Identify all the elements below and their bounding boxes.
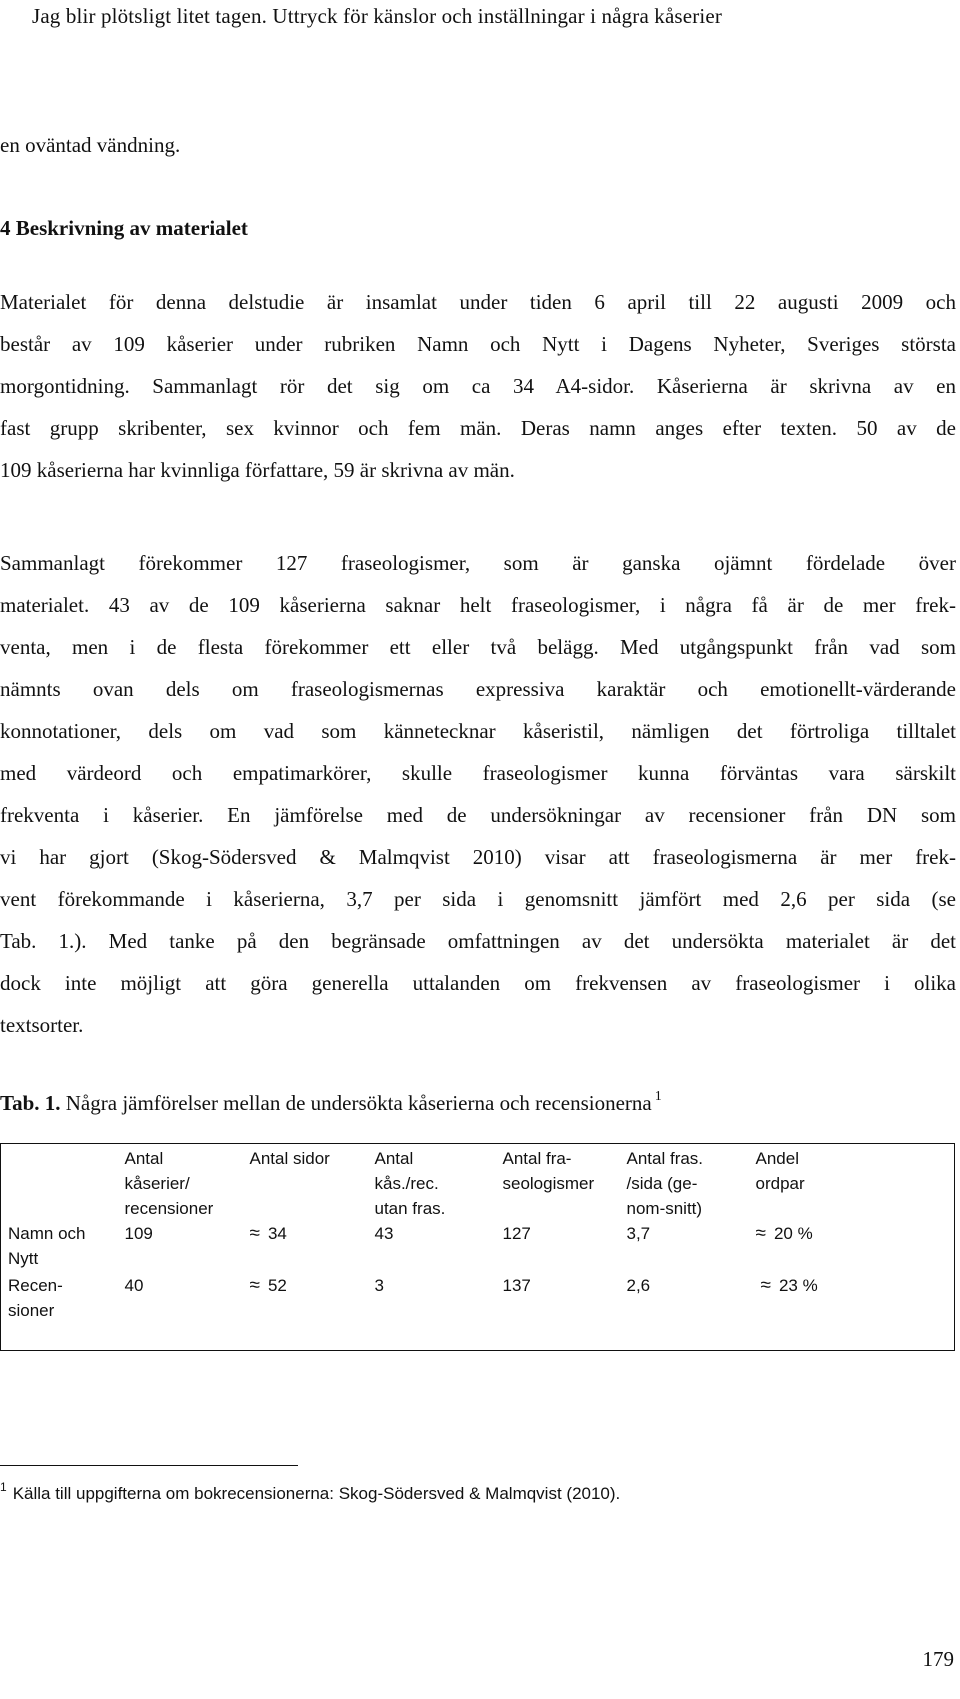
header-line: recensioner bbox=[124, 1199, 214, 1218]
footnote-text: Källa till uppgifterna om bokrecensionerna: Skog-Södersved & Malmqvist (2010). bbox=[12, 1484, 621, 1503]
table-caption-label: Tab. 1. bbox=[0, 1091, 61, 1115]
cell-pages bbox=[243, 1271, 368, 1351]
header-line: ordpar bbox=[755, 1174, 805, 1193]
cell-phraseologisms: 127 bbox=[502, 1224, 531, 1243]
row-label-line: sioner bbox=[8, 1301, 55, 1320]
header-cell bbox=[368, 1144, 496, 1222]
paragraph-material bbox=[0, 281, 956, 491]
row-label bbox=[1, 1221, 118, 1271]
cell-without-phraseologisms: 3 bbox=[374, 1276, 384, 1295]
cell-texts: 109 bbox=[124, 1224, 153, 1243]
text-line: nämnts ovan dels om fraseologismernas expressiva karaktär och emotionellt-värderande bbox=[0, 677, 956, 701]
header-cell bbox=[243, 1144, 368, 1222]
cell-value: 23 % bbox=[778, 1276, 818, 1295]
footnote bbox=[0, 1480, 620, 1504]
cell-word-pairs bbox=[749, 1271, 955, 1351]
header-line: seologismer bbox=[502, 1174, 595, 1193]
text-line: materialet. 43 av de 109 kåserierna saknar helt fraseologismer, i några få är de mer frek- bbox=[0, 593, 956, 617]
approx-symbol: ≈ bbox=[249, 1275, 260, 1296]
table-header-row bbox=[1, 1144, 955, 1222]
header-cell bbox=[620, 1144, 749, 1222]
row-label-line: Nytt bbox=[8, 1249, 39, 1268]
table-caption bbox=[0, 1089, 662, 1116]
header-line: Antal fra- bbox=[502, 1149, 572, 1168]
header-line: Antal fras. bbox=[626, 1149, 704, 1168]
cell-without-phraseologisms: 43 bbox=[374, 1224, 394, 1243]
text-line: med värdeord och empatimarkörer, skulle fraseologismer kunna förväntas vara särskilt bbox=[0, 761, 956, 785]
text-line: konnotationer, dels om vad som kännetecknar kåseristil, nämligen det förtroliga tilltalet bbox=[0, 719, 956, 743]
header-line: /sida (ge- bbox=[626, 1174, 698, 1193]
text-line: vent förekommande i kåserierna, 3,7 per sida i genomsnitt jämfört med 2,6 per sida (se bbox=[0, 887, 956, 911]
cell-phraseologisms: 137 bbox=[502, 1276, 531, 1295]
approx-symbol: ≈ bbox=[249, 1223, 260, 1244]
header-line: Antal sidor bbox=[249, 1149, 330, 1168]
footnote-separator bbox=[0, 1465, 298, 1466]
header-line: nom-snitt) bbox=[626, 1199, 703, 1218]
header-line: kåserier/ bbox=[124, 1174, 190, 1193]
header-cell bbox=[118, 1144, 243, 1222]
cell-per-page: 3,7 bbox=[626, 1224, 651, 1243]
cell-value: 34 bbox=[267, 1224, 287, 1243]
text-line: består av 109 kåserier under rubriken Namn och Nytt i Dagens Nyheter, Sveriges största bbox=[0, 332, 956, 356]
text-line: frekventa i kåserier. En jämförelse med de undersökningar av recensioner från DN som bbox=[0, 803, 956, 827]
row-label bbox=[1, 1271, 118, 1351]
header-line: utan fras. bbox=[374, 1199, 446, 1218]
paragraph-phraseologisms bbox=[0, 542, 956, 1046]
row-label-line: Namn och bbox=[8, 1224, 86, 1243]
text-line: Tab. 1.). Med tanke på den begränsade omfattningen av det undersökta materialet är det bbox=[0, 929, 956, 953]
cell-texts: 40 bbox=[124, 1276, 144, 1295]
header-line: kås./rec. bbox=[374, 1174, 439, 1193]
text-line: vi har gjort (Skog-Södersved & Malmqvist 2010) visar att fraseologismerna är mer frek- bbox=[0, 845, 956, 869]
footnote-reference[interactable]: 1 bbox=[654, 1089, 662, 1104]
approx-symbol: ≈ bbox=[760, 1275, 771, 1296]
text-line: 109 kåserierna har kvinnliga författare, 59 är skrivna av män. bbox=[0, 458, 515, 482]
header-line: Antal bbox=[374, 1149, 414, 1168]
header-line: Andel bbox=[755, 1149, 799, 1168]
header-cell-empty bbox=[1, 1144, 118, 1222]
text-line: textsorter. bbox=[0, 1013, 84, 1037]
cell-per-page: 2,6 bbox=[626, 1276, 651, 1295]
comparison-table bbox=[0, 1143, 955, 1351]
table-row bbox=[1, 1271, 955, 1351]
table-caption-text: Några jämförelser mellan de undersökta kåserierna och recensionerna bbox=[65, 1091, 652, 1115]
text-line: Sammanlagt förekommer 127 fraseologismer, som är ganska ojämnt fördelade över bbox=[0, 551, 956, 575]
carry-over-text: en oväntad vändning. bbox=[0, 133, 181, 157]
text-line: venta, men i de flesta förekommer ett eller två belägg. Med utgångspunkt från vad som bbox=[0, 635, 956, 659]
row-label-line: Recen- bbox=[8, 1276, 63, 1295]
cell-pages bbox=[243, 1221, 368, 1271]
header-cell bbox=[749, 1144, 955, 1222]
footnote-number: 1 bbox=[0, 1480, 7, 1494]
approx-symbol: ≈ bbox=[755, 1223, 766, 1244]
header-cell bbox=[496, 1144, 620, 1222]
table-row bbox=[1, 1221, 955, 1271]
running-header: Jag blir plötsligt litet tagen. Uttryck för känslor och inställningar i några kåserier bbox=[32, 4, 722, 28]
page-number: 179 bbox=[922, 1647, 954, 1671]
section-heading: 4 Beskrivning av materialet bbox=[0, 216, 248, 240]
cell-value: 52 bbox=[267, 1276, 287, 1295]
text-line: Materialet för denna delstudie är insamlat under tiden 6 april till 22 augusti 2009 och bbox=[0, 290, 956, 314]
text-line: dock inte möjligt att göra generella uttalanden om frekvensen av fraseologismer i olika bbox=[0, 971, 956, 995]
cell-word-pairs bbox=[749, 1221, 955, 1271]
cell-value: 20 % bbox=[773, 1224, 813, 1243]
text-line: morgontidning. Sammanlagt rör det sig om ca 34 A4-sidor. Kåserierna är skrivna av en bbox=[0, 374, 956, 398]
text-line: fast grupp skribenter, sex kvinnor och fem män. Deras namn anges efter texten. 50 av de bbox=[0, 416, 956, 440]
header-line: Antal bbox=[124, 1149, 164, 1168]
